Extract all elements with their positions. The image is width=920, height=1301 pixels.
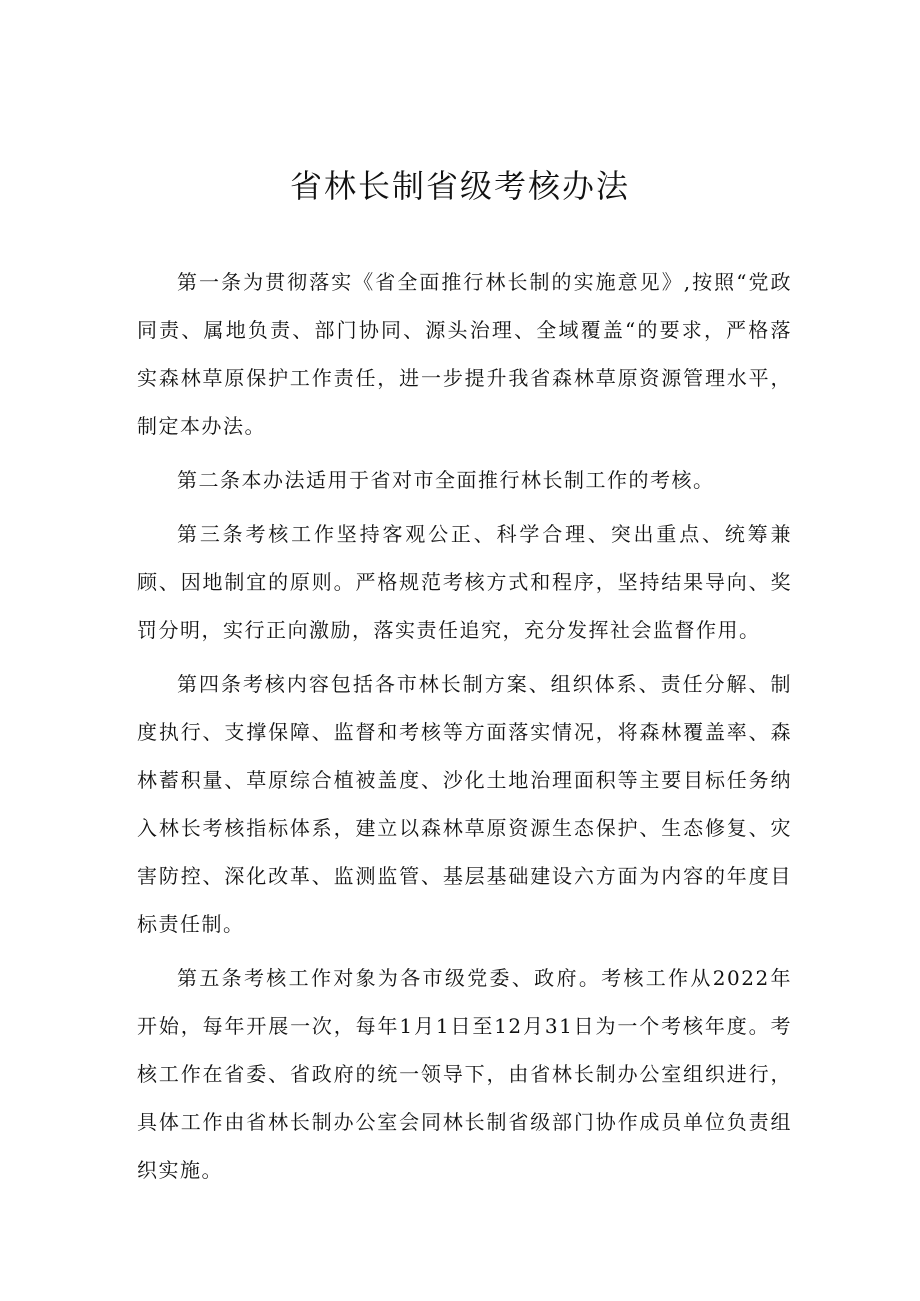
article-3: 第三条考核工作坚持客观公正、科学合理、突出重点、统筹兼顾、因地制宜的原则。严格规范考核方式和程序，坚持结果导向、奖罚分明，实行正向激励，落实责任追究，充分发挥社会监督作用。 (137, 522, 792, 642)
document-body (137, 258, 792, 1200)
article-5: 第五条考核工作对象为各市级党委、政府。考核工作从2022年开始，每年开展一次，每年1月1日至12月31日为一个考核年度。考核工作在省委、省政府的统一领导下，由省林长制办公室组织进行，具体工作由省林长制办公室会同林长制省级部门协作成员单位负责组织实施。 (137, 966, 792, 1182)
document-title: 省林长制省级考核办法 (289, 167, 630, 205)
article-1: 第一条为贯彻落实《省全面推行林长制的实施意见》,按照“党政同责、属地负责、部门协同、源头治理、全域覆盖“的要求，严格落实森林草原保护工作责任，进一步提升我省森林草原资源管理水平，制定本办法。 (137, 270, 792, 438)
article-2: 第二条本办法适用于省对市全面推行林长制工作的考核。 (177, 468, 715, 492)
article-4: 第四条考核内容包括各市林长制方案、组织体系、责任分解、制度执行、支撑保障、监督和考核等方面落实情况，将森林覆盖率、森林蓄积量、草原综合植被盖度、沙化土地治理面积等主要目标任务纳入林长考核指标体系，建立以森林草原资源生态保护、生态修复、灾害防控、深化改革、监测监管、基层基础建设六方面为内容的年度目标责任制。 (137, 672, 792, 936)
